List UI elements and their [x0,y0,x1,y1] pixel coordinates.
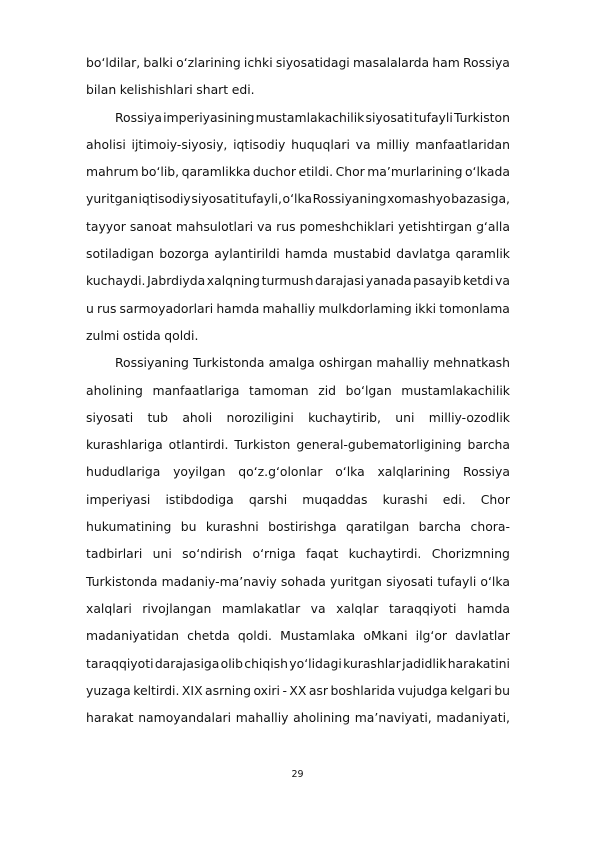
word: o‘zlarining [176,55,241,70]
word: keltirdi. [133,682,180,698]
text-line [86,240,510,267]
word: kelgari [450,682,492,698]
text-line [86,595,510,622]
word: siyosatidagi [275,55,350,70]
word: milliy [376,136,410,152]
word: istibdodiga [165,491,234,507]
word: xalqlar [336,600,379,616]
word: hamda [284,246,328,262]
word: Turkiston [234,437,291,453]
text-line [86,322,510,349]
word: ketdi [462,273,494,289]
word: iqtisodiy [233,136,286,152]
word: kelishishlari [119,82,193,98]
word: otlantirdi. [168,437,229,453]
word: aylantirildi [214,246,280,262]
word: mahsulotlari [175,218,254,234]
word: o‘lka [480,573,510,589]
word: hamda [466,600,510,616]
word: Turkiston [453,109,510,125]
word: qoldi. [237,628,272,644]
text-line [86,104,510,131]
text-line [86,486,510,513]
text-line [86,158,510,185]
word: mustamlakachilik [401,382,510,398]
word: qo‘z.g‘olonlar [238,464,323,480]
word: Rossiyaning [312,191,387,207]
word: pasayib [413,273,462,289]
word: bo‘ldilar, [86,55,141,70]
text-line [86,377,510,404]
word: tamoman [249,382,309,398]
word: chora- [470,519,510,535]
word: XX [289,682,307,698]
word: chetda [187,628,230,644]
word: general-gubematorligining [296,437,462,453]
word: aholining [293,710,351,726]
word: siyosati [365,109,413,125]
word: aholining [86,382,143,398]
word: Turkistonda [86,573,158,589]
word: yanada [365,273,412,289]
word: bo‘lgan [345,382,392,398]
word: faqat [306,546,339,562]
text-line [86,568,510,595]
word: va [257,218,273,234]
text-line [86,131,510,158]
word: bu [494,682,510,698]
word: zid [318,382,337,398]
word: jadidlik [402,655,447,671]
word: olib [220,655,243,671]
word: rus [97,300,117,316]
word: siyosati [86,409,134,425]
text-line [86,404,510,431]
text-line [86,622,510,649]
word: masalalarda [352,55,430,70]
word: madaniyati, [436,710,510,726]
word: pomeshchiklari [299,218,394,234]
word: vujudga [397,682,448,698]
text-line [86,677,510,704]
word: va [310,600,326,616]
word: imperiyasi [86,491,151,507]
word: o‘lkada [464,164,510,180]
word: ijtimoiy-siyosiy, [131,136,228,152]
word: Chor [480,491,510,507]
word: tadbirlari [86,546,143,562]
word: xomashyo [387,191,451,207]
word: ikki [414,300,437,316]
word: Rossiya [115,109,162,125]
word: bostirishga [268,519,337,535]
word: mahalliy [376,355,430,371]
word: mahalliy [235,710,289,726]
word: asr [308,682,328,698]
word: turmush [261,273,314,289]
word: Jabrdiyda [147,273,206,289]
word: mustabid [333,246,392,262]
word: g‘alla [476,218,510,234]
word: hamda [216,300,260,316]
text-line [86,704,510,731]
word: edi. [231,82,255,98]
word: hukumatining [86,519,172,535]
word: madaniyatidan [86,628,179,644]
word: edi. [442,491,466,507]
word: zulmi [86,327,120,343]
word: mahalliy [262,300,316,316]
word: davlatga [396,246,451,262]
word: ilg‘or [415,628,448,644]
word: tufayli [413,109,453,125]
text-line [86,295,510,322]
word: rivojlangan [142,600,212,616]
text-line [86,458,510,485]
word: oxiri [253,682,280,698]
word: yo‘lidagi [289,655,342,671]
word: mustamlakachilik [255,109,365,125]
word: mamlakatlar [221,600,301,616]
word: siyosati [386,573,434,589]
word: mahrum [86,164,139,180]
word: tufayli, [239,191,282,207]
word: taraqqiyoti [388,600,457,616]
word: ma’naviyati, [354,710,432,726]
word: kurashi [382,491,428,507]
word: kurashlariga [86,437,163,453]
word: muqaddas [302,491,368,507]
word: oMkani [363,628,408,644]
word: bu [180,519,197,535]
text-line [86,540,510,567]
word: duchor [252,164,296,180]
word: aholi [182,409,213,425]
text-line [86,349,510,376]
word: yuritgan [86,191,138,207]
word: xalqlarining [377,464,451,480]
word: Rossiya [463,464,510,480]
word: manfaatlaridan [415,136,510,152]
word: sohada [280,573,326,589]
word: Rossiyaning [115,355,189,371]
word: bo‘lib, [141,164,180,180]
word: so‘ndirish [182,546,243,562]
word: u [86,300,94,316]
word: ham [432,55,460,70]
word: yuritgan [330,573,382,589]
word: madaniy-ma’naviy [161,573,277,589]
word: barcha [418,519,462,535]
word: o‘lka [282,191,313,207]
word: balki [143,55,173,70]
word: qarshi [248,491,288,507]
word: chiqish [244,655,288,671]
word: tomonlama [439,300,510,316]
text-line [86,185,510,212]
word: davlatlar [455,628,510,644]
word: xalqlari [86,600,132,616]
word: noroziligini [226,409,294,425]
word: kuchaytirib, [308,409,381,425]
word: huquqlari [291,136,350,152]
text-line [86,513,510,540]
word: harakat [86,710,134,726]
word: qoldi. [164,327,199,343]
word: amalga [268,355,315,371]
word: o‘lka [335,464,365,480]
word: etildi. [298,164,334,180]
word: aholisi [86,136,126,152]
word: sotiladigan [86,246,154,262]
text-line [86,650,510,677]
word: Mustamlaka [280,628,356,644]
word: ichki [243,55,273,70]
word: harakatini [447,655,510,671]
word: tub [147,409,169,425]
text-line [86,431,510,458]
word: yuzaga [86,682,131,698]
word: sanoat [129,218,172,234]
word: ostida [122,327,161,343]
word: qaratilgan [346,519,410,535]
word: oshirgan [318,355,373,371]
word: yoyilgan [173,464,226,480]
word: uni [395,409,415,425]
word: shart [196,82,229,98]
word: tufayli [437,573,477,589]
word: iqtisodiy [138,191,191,207]
word: va [355,136,371,152]
body-text [86,49,510,731]
word: milliy-ozodlik [428,409,510,425]
word: bilan [86,82,117,98]
word: mulkdorlaming [318,300,412,316]
word: qaramlikka [181,164,251,180]
word: Chor [335,164,365,180]
page-number: 29 [291,769,304,780]
word: Chorizmning [431,546,510,562]
word: sarmoyadorlari [119,300,214,316]
word: hududlariga [86,464,161,480]
word: taraqqiyoti [86,655,154,671]
word: mehnatkash [433,355,510,371]
word: bazasiga, [451,191,510,207]
word: - [282,682,287,698]
word: kurashni [205,519,259,535]
text-line [86,267,510,294]
word: ma’murlarining [367,164,463,180]
word: XIX [181,682,203,698]
text-line [86,76,510,103]
text-line [86,49,510,76]
word: va [495,273,510,289]
word: manfaatlariga [152,382,240,398]
word: o‘rniga [252,546,296,562]
word: darajasiga [154,655,220,671]
word: imperiyasining [163,109,255,125]
word: asrning [205,682,251,698]
word: uni [152,546,172,562]
word: kuchaydi. [86,273,146,289]
word: namoyandalari [138,710,232,726]
word: rus [276,218,296,234]
word: Turkistonda [193,355,265,371]
word: yetishtirgan [397,218,473,234]
word: Rossiya [462,55,510,70]
text-line [86,213,510,240]
word: darajasi [315,273,365,289]
word: barcha [467,437,510,453]
word: xalqning [206,273,261,289]
word: boshlarida [330,682,396,698]
word: kurashlar [343,655,401,671]
word: kuchaytirdi. [348,546,422,562]
word: siyosati [191,191,239,207]
word: qaramlik [455,246,510,262]
word: tayyor [86,218,126,234]
word: bozorga [159,246,210,262]
